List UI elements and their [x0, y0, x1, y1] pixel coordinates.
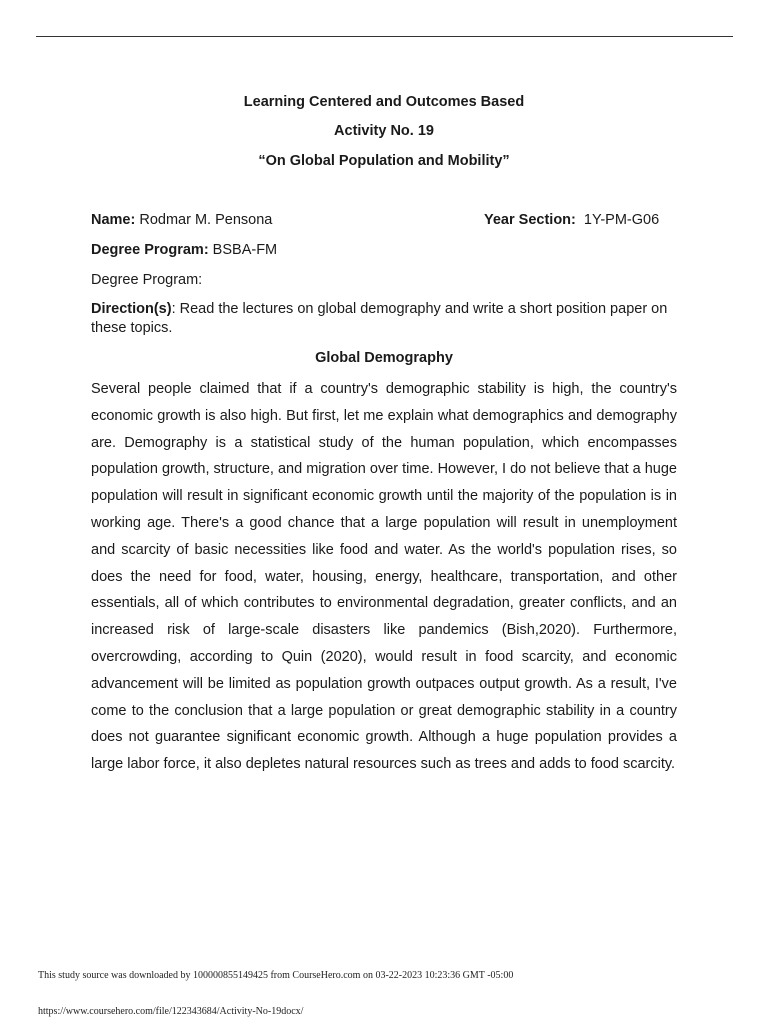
- degree-program-value: BSBA-FM: [208, 242, 278, 258]
- year-section-field: [484, 211, 659, 229]
- activity-number: Activity No. 19: [334, 123, 434, 139]
- position-paper-body: Several people claimed that if a country's demographic stability is high, the country's economic growth is also high. But first, let me explain what demographics and demography are. Demography is a statistical study of the human population, which encompasses population growth, structure, and migration over time. However, I do not believe that a huge population will result in significant economic growth until the majority of the population is in working age. There's a good chance that a large population will result in unemployment and scarcity of basic necessities like food and water. As the world's population rises, so does the need for food, water, housing, energy, healthcare, transportation, and other essentials, all of which contributes to environmental degradation, greater conflicts, and an increased risk of large-scale disasters like pandemics (Bish,2020). Furthermore, overcrowding, according to Quin (2020), would result in food scarcity, and economic advancement will be limited as population growth outpaces output growth. As a result, I've come to the conclusion that a large population or great demographic stability in a country does not guarantee significant economic growth. Although a huge population provides a large labor force, it also depletes natural resources such as trees and adds to food scarcity.: [91, 381, 677, 773]
- directions-text: : Read the lectures on global demography and write a short position paper on these topics.: [91, 301, 668, 336]
- degree-program-blank-field: Degree Program:: [91, 272, 203, 288]
- directions-label: Direction(s): [91, 301, 172, 317]
- degree-program-field: [91, 241, 277, 259]
- source-url: https://www.coursehero.com/file/122343684/Activity-No-19docx/: [38, 1006, 304, 1017]
- activity-title: “On Global Population and Mobility”: [258, 153, 510, 169]
- top-rule: [36, 36, 733, 37]
- name-field: [91, 211, 272, 229]
- degree-program-label: Degree Program:: [91, 242, 209, 258]
- year-section-label: Year Section:: [484, 212, 576, 228]
- name-value: Rodmar M. Pensona: [135, 212, 273, 228]
- download-note: This study source was downloaded by 100000855149425 from CourseHero.com on 03-22-2023 10:23:36 GMT -05:00: [38, 970, 514, 981]
- name-label: Name:: [91, 212, 136, 228]
- directions: [91, 300, 681, 338]
- section-title: Global Demography: [315, 350, 453, 366]
- document-heading-line1: Learning Centered and Outcomes Based: [243, 94, 525, 110]
- year-section-value: 1Y-PM-G06: [575, 212, 660, 228]
